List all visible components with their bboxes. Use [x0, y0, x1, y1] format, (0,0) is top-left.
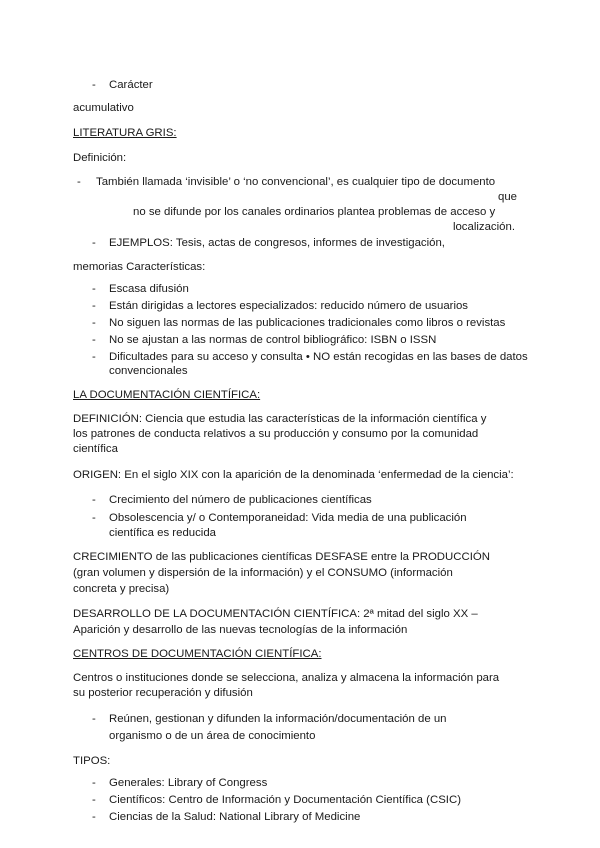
- tipo-item: Científicos: Centro de Información y Documentación Científica (CSIC): [109, 794, 461, 806]
- list-dash: -: [92, 334, 96, 346]
- list-dash: -: [92, 237, 96, 249]
- definition-line: los patrones de conducta relativos a su producción y consumo por la comunidad: [73, 428, 479, 440]
- list-dash: -: [92, 811, 96, 823]
- list-item: Carácter: [109, 79, 153, 91]
- feature-item: Escasa difusión: [109, 283, 189, 295]
- origen-item: Obsolescencia y/ o Contemporaneidad: Vida media de una publicación: [109, 512, 467, 524]
- centros-desc-line: Centros o instituciones donde se selecciona, analiza y almacena la información para: [73, 672, 500, 684]
- centros-desc-line: su posterior recuperación y difusión: [73, 687, 253, 699]
- section-heading-literatura-gris: LITERATURA GRIS:: [73, 127, 177, 139]
- feature-item: No siguen las normas de las publicaciones tradicionales como libros o revistas: [109, 317, 506, 329]
- feature-item-continuation: convencionales: [109, 365, 188, 377]
- feature-item: No se ajustan a las normas de control bibliográfico: ISBN o ISSN: [109, 334, 437, 346]
- origen-item-continuation: científica es reducida: [109, 527, 217, 539]
- definition-line: DEFINICIÓN: Ciencia que estudia las características de la información científica y: [73, 413, 487, 425]
- crecimiento-line: (gran volumen y dispersión de la información) y el CONSUMO (información: [73, 567, 453, 579]
- section-heading-centros: CENTROS DE DOCUMENTACIÓN CIENTÍFICA:: [73, 648, 322, 660]
- list-dash: -: [92, 317, 96, 329]
- centros-item-continuation: organismo o de un área de conocimiento: [109, 730, 316, 742]
- tipos-label: TIPOS:: [73, 755, 111, 767]
- list-dash: -: [92, 351, 96, 363]
- definition-line: científica: [73, 443, 118, 455]
- desarrollo-line: Aparición y desarrollo de las nuevas tecnologías de la información: [73, 624, 408, 636]
- definition-label: Definición:: [73, 152, 127, 164]
- list-dash: -: [92, 713, 96, 725]
- crecimiento-line: concreta y precisa): [73, 583, 170, 595]
- list-dash: -: [92, 777, 96, 789]
- origen-item: Crecimiento del número de publicaciones científicas: [109, 494, 372, 506]
- feature-item: Dificultades para su acceso y consulta • NO están recogidas en las bases de datos: [109, 351, 528, 363]
- feature-item: Están dirigidas a lectores especializados: reducido número de usuarios: [109, 300, 469, 312]
- list-dash: -: [92, 300, 96, 312]
- crecimiento-line: CRECIMIENTO de las publicaciones científicas DESFASE entre la PRODUCCIÓN: [73, 551, 490, 563]
- definition-line: localización.: [452, 221, 515, 233]
- origen-line: ORIGEN: En el siglo XIX con la aparición de la denominada ‘enfermedad de la ciencia’:: [73, 469, 514, 481]
- list-dash: -: [92, 794, 96, 806]
- definition-line: que: [497, 191, 517, 203]
- examples-item: EJEMPLOS: Tesis, actas de congresos, informes de investigación,: [109, 237, 445, 249]
- list-dash: -: [92, 79, 96, 91]
- list-dash: -: [92, 512, 96, 524]
- section-heading-documentacion: LA DOCUMENTACIÓN CIENTÍFICA:: [73, 389, 261, 401]
- definition-line: no se difunde por los canales ordinarios plantea problemas de acceso y: [133, 206, 496, 218]
- list-dash: -: [92, 283, 96, 295]
- desarrollo-line: DESARROLLO DE LA DOCUMENTACIÓN CIENTÍFICA: 2ª mitad del siglo XX –: [73, 608, 478, 620]
- centros-item: Reúnen, gestionan y difunden la información/documentación de un: [109, 713, 447, 725]
- tipo-item: Generales: Library of Congress: [109, 777, 268, 789]
- list-dash: -: [92, 494, 96, 506]
- definition-line: También llamada ‘invisible’ o ‘no convencional’, es cualquier tipo de documento: [96, 176, 496, 188]
- paragraph-line: acumulativo: [73, 102, 134, 114]
- tipo-item: Ciencias de la Salud: National Library of Medicine: [109, 811, 361, 823]
- list-dash: -: [77, 176, 81, 188]
- paragraph-line: memorias Características:: [73, 261, 206, 273]
